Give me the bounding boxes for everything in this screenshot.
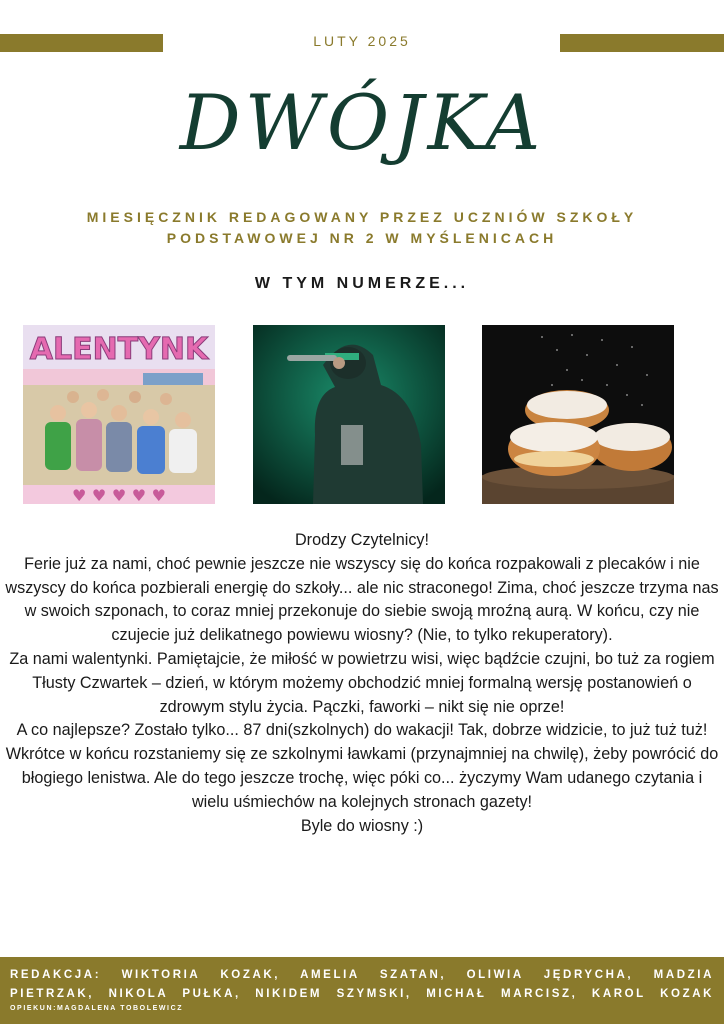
letter-greeting: Drodzy Czytelnicy! bbox=[294, 531, 430, 549]
editorial-letter bbox=[4, 529, 720, 838]
paczki-donuts-photo bbox=[482, 325, 674, 504]
subtitle-line-1: MIESIĘCZNIK REDAGOWANY PRZEZ UCZNIÓW SZKOŁY bbox=[86, 209, 638, 225]
svg-text:♥ ♥ ♥ ♥ ♥: ♥ ♥ ♥ ♥ ♥ bbox=[72, 486, 166, 504]
letter-paragraph-1: Ferie już za nami, choć pewnie jeszcze nie wszyscy się do końca rozpakowali z plecaków i nie wszyscy do końca pozbierali energię do szkoły... ale nic straconego! Zima, choć jeszcze trzyma nas w swoich szponach, to coraz mniej przekonuje do siebie swoją mroźną aurą. W końcu, czy nie czujecie już delikatnego powiewu wiosny? (Nie, to tylko rekuperatory). bbox=[5, 554, 719, 645]
newspaper-subtitle bbox=[40, 207, 684, 249]
newspaper-title: DWÓJKA bbox=[179, 78, 545, 167]
rapper-on-stage-photo bbox=[253, 325, 445, 504]
editors-line-1: REDAKCJA: WIKTORIA KOZAK, AMELIA SZATAN, OLIWIA JĘDRYCHA, MADZIA bbox=[10, 969, 714, 981]
guardian-credit: OPIEKUN:MAGDALENA TOBOLEWICZ bbox=[10, 1005, 184, 1012]
subtitle-line-2: PODSTAWOWEJ NR 2 W MYŚLENICACH bbox=[166, 230, 558, 246]
banner-text: ALENTYNK bbox=[29, 332, 209, 367]
letter-paragraph-3: A co najlepsze? Zostało tylko... 87 dni(szkolnych) do wakacji! Tak, dobrze widzicie, to już tuż tuż! Wkrótce w końcu rozstaniemy się ze szkolnymi ławkami (przynajmniej na chwilę), żeby powrócić do błogiego lenistwa. Ale do tego jeszcze trochę, więc póki co... życzymy Wam udanego czytania i wielu uśmiechów na kolejnych stronach gazety! bbox=[5, 721, 719, 811]
section-heading: W TYM NUMERZE... bbox=[254, 275, 470, 292]
letter-paragraph-2: Za nami walentynki. Pamiętajcie, że miłość w powietrzu wisi, więc bądźcie czujni, bo tuż za rogiem Tłusty Czwartek – dzień, w którym możemy obchodzić mniej formalną wersję postanowień o zdrowym stylu życia. Pączki, faworki – nikt się nie oprze! bbox=[9, 649, 715, 716]
valentines-class-photo bbox=[23, 325, 215, 504]
editors-line-2: PIETRZAK, NIKOLA PUŁKA, NIKIDEM SZYMSKI, MICHAŁ MARCISZ, KAROL KOZAK bbox=[10, 988, 714, 1000]
issue-date: LUTY 2025 bbox=[313, 33, 411, 49]
footer-credits bbox=[0, 957, 724, 1024]
editors-list bbox=[10, 966, 714, 1004]
letter-closing: Byle do wiosny :) bbox=[300, 816, 424, 835]
